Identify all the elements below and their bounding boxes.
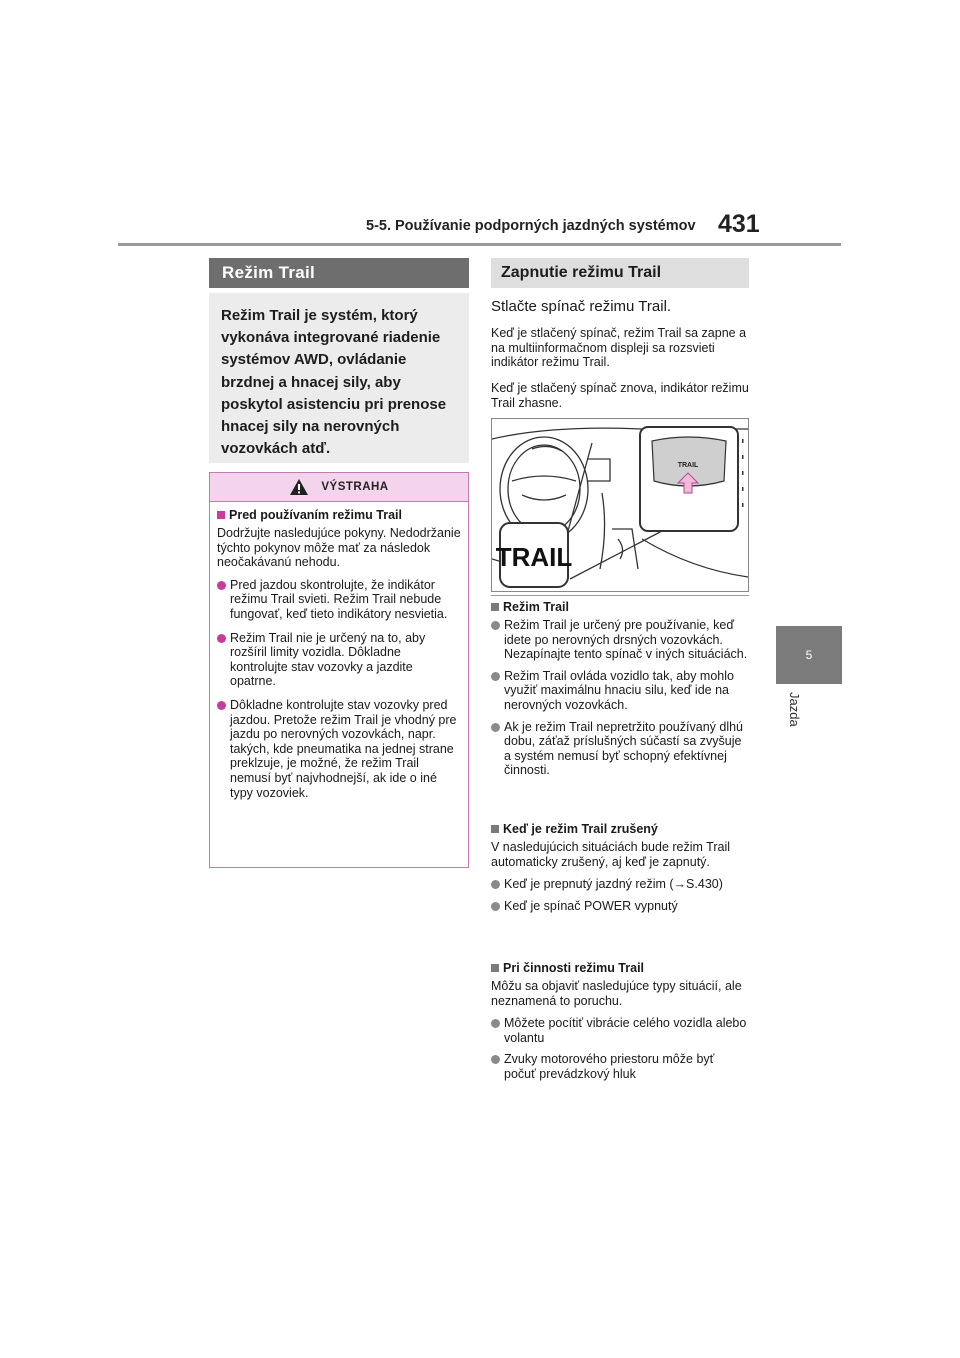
list-item [491, 720, 749, 778]
dashboard-drawing [492, 419, 748, 591]
list-item [491, 618, 749, 662]
list-item-text: Môžete pocítiť vibrácie celého vozidla alebo volantu [504, 1016, 747, 1045]
page-number: 431 [718, 210, 760, 238]
block-heading-row [491, 600, 749, 615]
list-item-text: Keď je prepnutý jazdný režim (→S.430) [504, 877, 723, 892]
list-item-text: Dôkladne kontrolujte stav vozovky pred jazdou. Pretože režim Trail je vhodný pre jazdu po nerovných vozovkách, napr. takých, kde pneumatika na jednej strane preklzuje, je možné, že režim Trail nemusí byť najvhodnejší, ak ide o iné typy vozoviek. [230, 697, 457, 800]
list-item-text: Zvuky motorového priestoru môže byť počuť prevádzkový hluk [504, 1052, 715, 1081]
round-bullet-icon [491, 880, 500, 889]
section-title: 5-5. Používanie podporných jazdných systémov [366, 218, 696, 234]
round-bullet-icon [491, 902, 500, 911]
round-bullet-icon [491, 1055, 500, 1064]
list-item-text: Keď je spínač POWER vypnutý [504, 898, 678, 913]
list-item [491, 669, 749, 713]
topic-title: Režim Trail [209, 258, 469, 288]
list-item [491, 1052, 749, 1081]
chapter-label: Jazda [787, 692, 802, 727]
intro-text: Režim Trail je systém, ktorý vykonáva integrované riadenie systémov AWD, ovládanie brzdnej a hnacej sily, aby poskytol asistenciu pri prenose hnacej sily na nerovných vozovkách atď. [221, 307, 447, 458]
warning-body [210, 502, 468, 800]
block-paragraph: Môžu sa objaviť nasledujúce typy situácií, ale neznamená to poruchu. [491, 979, 742, 1008]
square-bullet-icon [217, 511, 225, 519]
block-heading-row [491, 961, 749, 976]
square-bullet-icon [491, 825, 499, 833]
square-bullet-icon [491, 603, 499, 611]
instruction-step: Stlačte spínač režimu Trail. [491, 298, 672, 315]
description-paragraph: Keď je stlačený spínač znova, indikátor režimu Trail zhasne. [491, 381, 749, 410]
block-paragraph: V nasledujúcich situáciách bude režim Trail automaticky zrušený, aj keď je zapnutý. [491, 840, 731, 869]
warning-paragraph: Dodržujte nasledujúce pokyny. Nedodržanie týchto pokynov môže mať za následok neočakávanú nehodu. [217, 526, 461, 570]
block-heading: Režim Trail [503, 600, 569, 614]
list-item [217, 631, 461, 689]
list-item-text: Ak je režim Trail nepretržito používaný dlhú dobu, záťaž príslušných súčastí sa zvyšuje a systém nemusí byť schopný efektívnej činnosti. [504, 719, 743, 778]
round-bullet-icon [217, 701, 226, 710]
description-paragraph: Keď je stlačený spínač, režim Trail sa zapne a na multiinformačnom displeji sa rozsvieti indikátor režimu Trail. [491, 326, 747, 370]
warning-heading-row [217, 508, 461, 523]
block-heading: Pri činnosti režimu Trail [503, 961, 645, 975]
trail-switch-text: TRAIL [677, 462, 699, 469]
list-item-text: Režim Trail nie je určený na to, aby rozšíril limity vozidla. Dôkladne kontrolujte stav vozovky a jazdite opatrne. [230, 630, 426, 689]
list-item [217, 578, 461, 622]
trail-indicator-text: TRAIL [495, 542, 573, 572]
block-heading: Keď je režim Trail zrušený [503, 822, 658, 836]
list-item-text: Režim Trail je určený pre používanie, keď idete po nerovných drsných vozovkách. Nezapínajte tento spínač v iných situáciách. [504, 618, 748, 662]
warning-header [210, 473, 468, 502]
info-block-operation [491, 961, 749, 1089]
chapter-tab [776, 626, 842, 684]
illustration-divider [491, 595, 749, 596]
list-item [217, 698, 461, 800]
round-bullet-icon [491, 672, 500, 681]
block-heading-row [491, 822, 749, 837]
round-bullet-icon [491, 723, 500, 732]
square-bullet-icon [491, 964, 499, 972]
list-item [491, 899, 749, 914]
list-item-text: Pred jazdou skontrolujte, že indikátor režimu Trail svieti. Režim Trail nebude fungovať, keď tieto indikátory nesvietia. [230, 577, 448, 621]
chapter-number: 5 [805, 648, 813, 662]
warning-box [209, 472, 469, 868]
round-bullet-icon [217, 634, 226, 643]
header-divider [118, 243, 841, 246]
info-block-trail-mode [491, 600, 749, 785]
warning-triangle-icon [289, 478, 309, 496]
list-item-text: Režim Trail ovláda vozidlo tak, aby mohlo využiť maximálnu hnaciu silu, keď ide na nerovných vozovkách. [504, 668, 734, 712]
info-block-cancelled [491, 822, 749, 920]
round-bullet-icon [491, 621, 500, 630]
list-item [491, 877, 749, 892]
warning-label: VÝSTRAHA [321, 481, 389, 493]
round-bullet-icon [491, 1019, 500, 1028]
subsection-title: Zapnutie režimu Trail [491, 258, 749, 288]
warning-heading: Pred používaním režimu Trail [229, 508, 402, 522]
list-item [491, 1016, 749, 1045]
round-bullet-icon [217, 581, 226, 590]
trail-switch-illustration [491, 418, 749, 592]
intro-box [209, 293, 469, 463]
